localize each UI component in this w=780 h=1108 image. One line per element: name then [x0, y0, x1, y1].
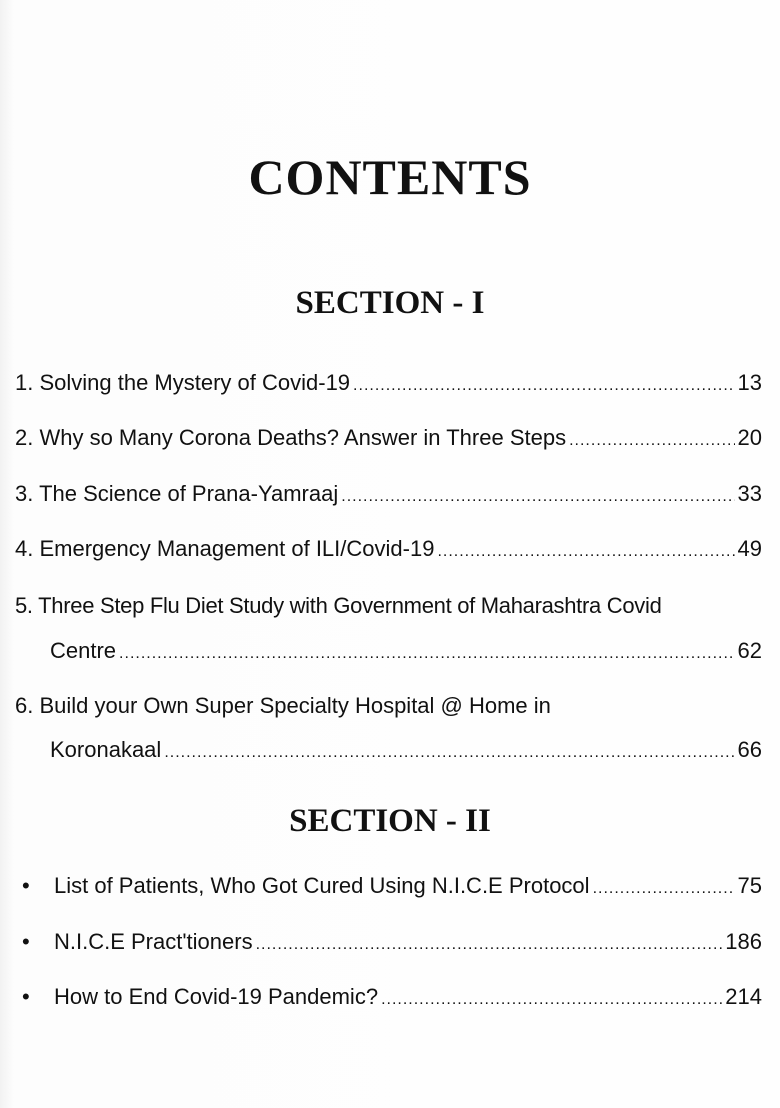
section-heading: SECTION - I: [295, 285, 485, 321]
dot-leader: [381, 985, 722, 1015]
dot-leader: [353, 371, 734, 401]
entry-page: 66: [737, 737, 762, 762]
entry-page: 214: [725, 984, 762, 1009]
toc-entry[interactable]: [15, 368, 762, 398]
entry-title: 6. Build your Own Super Specialty Hospital @ Home in: [15, 693, 551, 718]
entry-page: 62: [737, 638, 762, 663]
bullet-icon: •: [22, 873, 30, 898]
entry-page: 75: [737, 873, 762, 898]
bullet-icon: •: [22, 984, 30, 1009]
entry-title-continuation: Koronakaal: [50, 737, 162, 762]
toc-entry[interactable]: [15, 423, 762, 453]
toc-entry[interactable]: [22, 927, 762, 957]
dot-leader: [437, 537, 734, 567]
dot-leader: [164, 738, 734, 768]
entry-page: 49: [737, 536, 762, 561]
entry-title: 3. The Science of Prana-Yamraaj: [15, 481, 339, 506]
entry-title-continuation: Centre: [50, 638, 117, 663]
entry-title: 5. Three Step Flu Diet Study with Government of Maharashtra Covid: [15, 593, 662, 618]
dot-leader: [256, 930, 723, 960]
entry-page: 20: [737, 425, 762, 450]
entry-title: 4. Emergency Management of ILI/Covid-19: [15, 536, 435, 561]
toc-entry[interactable]: [22, 982, 762, 1012]
toc-entry-continuation[interactable]: [50, 735, 762, 765]
section-heading: SECTION - II: [289, 803, 491, 839]
entry-page: 13: [737, 370, 762, 395]
entry-page: 33: [737, 481, 762, 506]
entry-page: 186: [725, 929, 762, 954]
dot-leader: [341, 482, 734, 512]
entry-title: How to End Covid-19 Pandemic?: [54, 984, 379, 1009]
toc-entry[interactable]: [15, 691, 762, 721]
entry-title: 1. Solving the Mystery of Covid-19: [15, 370, 351, 395]
toc-entry[interactable]: [15, 479, 762, 509]
page-title: CONTENTS: [248, 149, 532, 205]
dot-leader: [119, 639, 734, 669]
toc-entry[interactable]: [15, 591, 762, 621]
toc-entry[interactable]: [15, 534, 762, 564]
dot-leader: [569, 426, 734, 456]
entry-title: List of Patients, Who Got Cured Using N.I.C.E Protocol: [54, 873, 590, 898]
entry-title: N.I.C.E Pract'tioners: [54, 929, 253, 954]
toc-entry-continuation[interactable]: [50, 636, 762, 666]
entry-title: 2. Why so Many Corona Deaths? Answer in Three Steps: [15, 425, 567, 450]
bullet-icon: •: [22, 929, 30, 954]
toc-entry[interactable]: [22, 871, 762, 901]
dot-leader: [593, 874, 735, 904]
